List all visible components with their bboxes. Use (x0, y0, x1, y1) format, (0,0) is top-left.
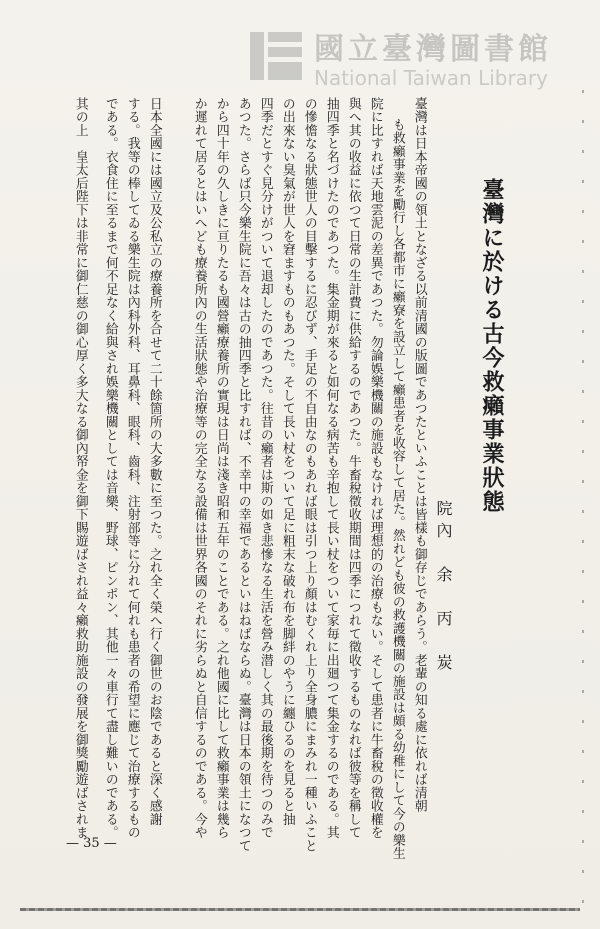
library-watermark (248, 22, 588, 94)
page-number: — 35 — (66, 836, 117, 851)
page-edge-rule (582, 90, 584, 910)
text-column: あつた。さらば只今樂生院に吾々は古の抽四季と比すれば、不幸中の幸福であるといはねばならぬ。臺灣は日本の領土になつて (235, 97, 251, 853)
text-column: 日本全國には國立及公私立の療養所を合せて二十餘箇所の大多數に至つた。之れ全く榮へ行く御世のお陰であると深く感謝 (146, 97, 162, 826)
text-column: も救癩事業を勵行し各都市に癩寮を設立して癩患者を收容して居た。然れども彼の救護機關の施設は頗る幼稚にして今の樂生 (389, 118, 405, 860)
text-column: 四季だとすぐ見分けがついて退却したのであつた。往昔の癩者は斯の如き悲慘なる生活を營み潜しく其の最後期を待つのみで (257, 97, 273, 839)
watermark-title-zh: 國立臺灣圖書館 (314, 32, 552, 67)
library-logo-icon (248, 28, 304, 84)
text-column: の慘憺なる狀態世人の目擊するに忍びず、手足の不自由なのもあれば眼は引つ上り顏はむくれ上り全身膿にまみれ一種いふこと (301, 97, 317, 853)
bottom-border-rule (20, 908, 580, 911)
text-column: 與へ其の收益に依つて日常の生計費に供給するのであつた。牛畜稅徵收期間は四季につれて徵收するものなれば彼等を稱して (345, 97, 361, 839)
article-title: 臺灣に於ける古今救癩事業狀態 (479, 178, 505, 514)
text-column: 院に比すれば天地雲泥の差異であつた。勿論娛樂機關の施設もなければ理想的の治療もない。そして患者に牛畜稅の徵收權を (367, 97, 383, 839)
text-column: から四十年の久しきに亘りたるも國營癩療養所の實現は日尚は淺き昭和五年のことである。之れ他國に比して救癩事業は幾ら (213, 97, 229, 839)
text-column: する。我等の棒してゐる樂生院は內科外科、耳鼻科、眼科、齒科、注射部等に分れて何れも患者の希望に應じて治療するもの (124, 97, 140, 839)
watermark-title-en: National Taiwan Library (314, 66, 548, 90)
text-column: である。衣食住に至るまで何不足なく給與され娛樂機關としては音樂、野球、ピンポン、其他一々車行て盡し難いのである。 (102, 97, 118, 839)
article-author: 院內 余 丙 炭 (434, 500, 453, 676)
text-column: 其の上 皇太后陛下は非常に御仁慈の御心厚く多大なる御內帑金を御下賜遊ばされ益々癩救助施設の發展を御獎勵遊ばされま (72, 97, 88, 839)
text-column: 抽四季と名づけたのであつた。集金期が來ると如何なる病苦も辛抱して長い杖をついて家毎に出廻つて集金するのである。其 (323, 97, 339, 839)
text-column: 臺灣は日本帝國の領土となざる以前清國の版圖であつたといふことは皆樣も御存じであらう。老輩の知る處に依れば清朝 (411, 97, 427, 813)
text-column: か遲れて居るとはいへども療養所內の生活狀態や治療等の完全なる設備は世界各國のそれに劣らぬと自信するのである。今や (191, 97, 207, 839)
text-column: の出來ない臭氣が世人を窘ますものもあつた。そして長い杖をついて足に粗末な破れ布を脚絆のやうに纏ひるのを見ると抽 (279, 97, 295, 826)
